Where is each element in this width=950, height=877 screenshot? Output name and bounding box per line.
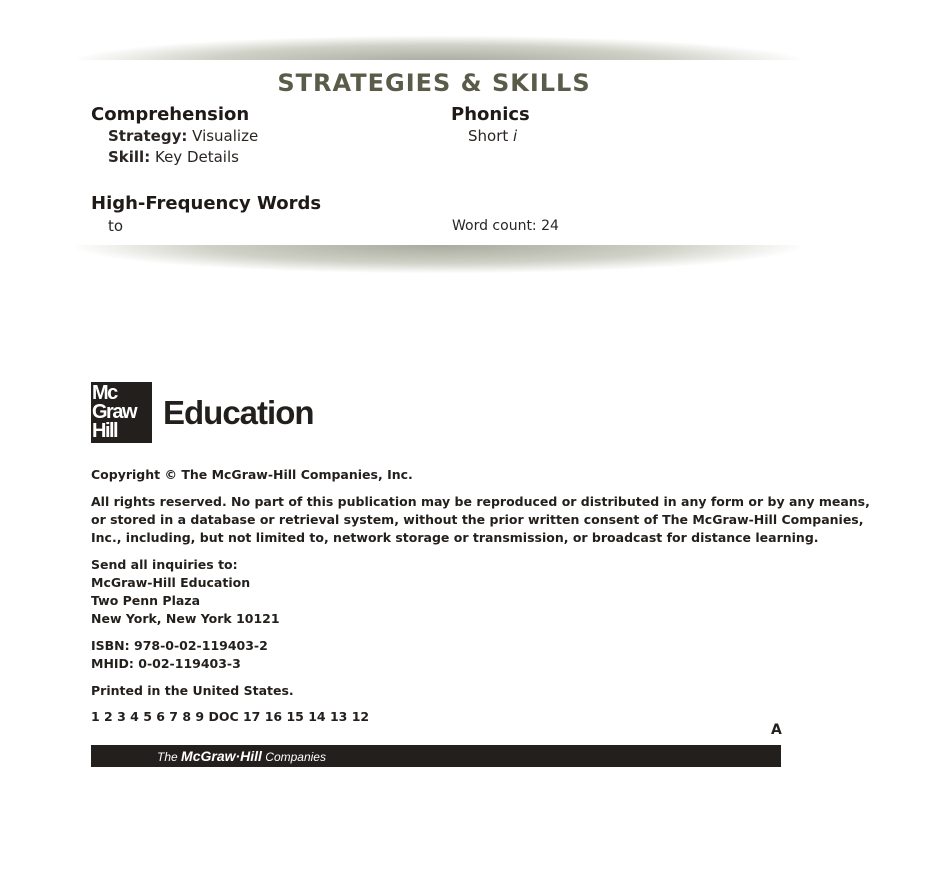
footer-name: McGraw·Hill — [181, 748, 262, 764]
rights-line: or stored in a database or retrieval system, without the prior written consent of The McGraw-Hill Companies, — [91, 512, 864, 527]
mcgraw-hill-logo — [91, 382, 152, 443]
mhid-line: MHID: 0-02-119403-3 — [91, 656, 241, 671]
panel-top-shadow — [76, 36, 800, 62]
isbn-line: ISBN: 978-0-02-119403-2 — [91, 638, 268, 653]
phonics-value: Short — [468, 127, 509, 145]
skill-value: Key Details — [154, 148, 239, 166]
inquiries-line: Send all inquiries to: — [91, 557, 238, 572]
high-frequency-words: to — [108, 217, 124, 235]
rights-line: All rights reserved. No part of this publication may be reproduced or distributed in any form or by any means, — [91, 494, 870, 509]
high-frequency-heading: High-Frequency Words — [91, 193, 322, 214]
rights-line: Inc., including, but not limited to, network storage or transmission, or broadcast for distance learning. — [91, 530, 819, 545]
panel-bottom-shadow — [76, 245, 800, 273]
phonics-letter: i — [513, 127, 518, 145]
logo-line: Graw — [92, 401, 137, 423]
word-count: Word count: 24 — [452, 218, 559, 234]
edition-letter: A — [771, 722, 782, 738]
inquiries-line: Two Penn Plaza — [91, 593, 201, 608]
print-number-line: 1 2 3 4 5 6 7 8 9 DOC 17 16 15 14 13 12 — [91, 709, 370, 724]
strategies-skills-panel — [76, 60, 800, 246]
comprehension-heading: Comprehension — [91, 104, 250, 125]
footer-suffix: Companies — [265, 750, 326, 764]
inquiries-line: New York, New York 10121 — [91, 611, 280, 626]
logo-line: Mc — [92, 382, 117, 404]
skill-line — [108, 148, 239, 166]
logo-line: Hill — [92, 420, 118, 442]
strategy-line — [108, 127, 258, 145]
education-wordmark: Education — [163, 394, 314, 431]
strategy-label: Strategy: — [108, 127, 188, 145]
phonics-line — [468, 127, 517, 145]
printed-line: Printed in the United States. — [91, 683, 294, 698]
panel-title: STRATEGIES & SKILLS — [277, 69, 591, 97]
footer-company-name — [157, 748, 326, 764]
skill-label: Skill: — [108, 148, 151, 166]
copyright-line: Copyright © The McGraw-Hill Companies, Inc. — [91, 467, 413, 482]
phonics-heading: Phonics — [451, 104, 530, 125]
footer-bar — [91, 745, 781, 767]
footer-prefix: The — [157, 750, 178, 764]
inquiries-line: McGraw-Hill Education — [91, 575, 251, 590]
strategy-value: Visualize — [192, 127, 259, 145]
